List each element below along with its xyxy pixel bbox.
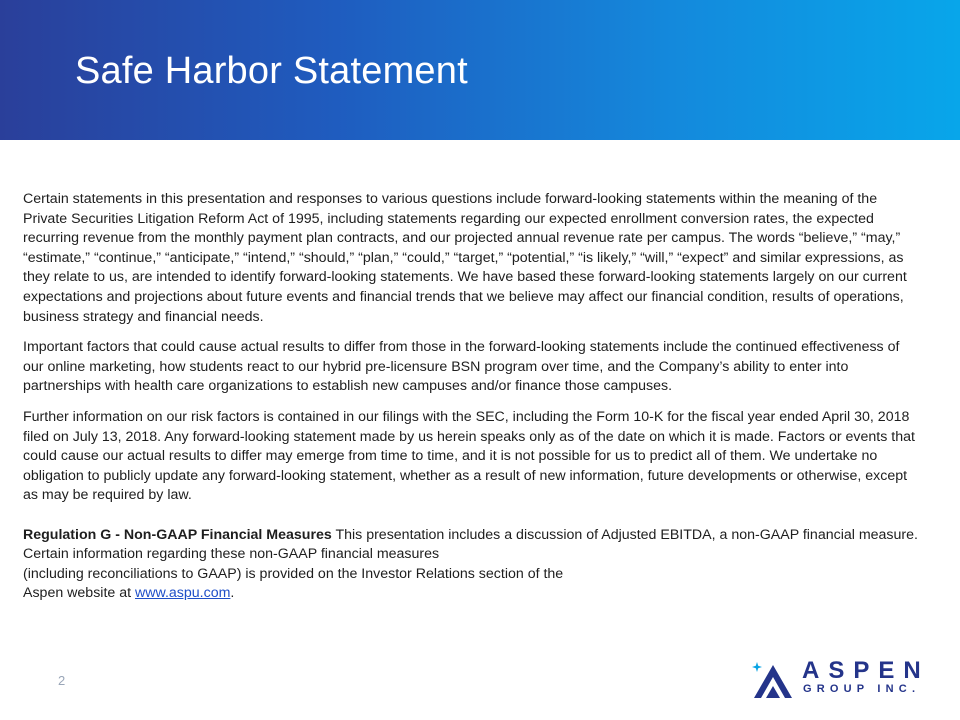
aspen-mountain-icon xyxy=(752,658,800,702)
spacer xyxy=(23,506,923,526)
regulation-heading: Regulation G - Non-GAAP Financial Measures xyxy=(23,526,332,543)
page-title: Safe Harbor Statement xyxy=(75,50,468,92)
aspen-group-logo xyxy=(752,657,930,702)
logo-wordmark: ASPEN xyxy=(802,657,930,684)
paragraph-important-factors: Important factors that could cause actual results to differ from those in the forward-looking statements include the continued effectiveness of our online marketing, how students react to our hybrid pre-licensure BSN program over time, and the Company’s ability to enter into partnerships with health care organizations to establish new campuses and/or finance those campuses. xyxy=(23,339,900,395)
aspu-website-link[interactable]: www.aspu.com xyxy=(135,585,231,602)
regulation-text-4: . xyxy=(230,585,235,602)
regulation-text-1: This presentation includes a discussion of Adjusted EBITDA, a non-GAAP financial measure. Certain information regarding these non-GAAP financial measures xyxy=(23,526,918,563)
title-banner xyxy=(0,0,960,140)
regulation-text-2: (including reconciliations to GAAP) is provided on the Investor Relations section of the xyxy=(23,565,564,582)
regulation-text-3: Aspen website at xyxy=(23,585,132,602)
paragraph-forward-looking: Certain statements in this presentation and responses to various questions include forward-looking statements within the meaning of the Private Securities Litigation Reform Act of 1995, including statements regarding our expected enrollment conversion rates, the expected recurring revenue from the monthly payment plan contracts, and our projected annual revenue rate per campus. The words “believe,” “may,” “estimate,” “continue,” “anticipate,” “intend,” “should,” “plan,” “could,” “target,” “potential,” “is likely,” “will,” “expect” and similar expressions, as they relate to us, are intended to identify forward-looking statements. We have based these forward-looking statements largely on our current expectations and projections about future events and financial trends that we believe may affect our financial condition, results of operations, business strategy and financial needs. xyxy=(23,191,907,325)
safe-harbor-body xyxy=(23,190,923,615)
paragraph-risk-factors: Further information on our risk factors is contained in our filings with the SEC, including the Form 10-K for the fiscal year ended April 30, 2018 filed on July 13, 2018. Any forward-looking statement made by us herein speaks only as of the date on which it is made. Factors or events that could cause our actual results to differ may emerge from time to time, and it is not possible for us to predict all of them. We undertake no obligation to publicly update any forward-looking statement, whether as a result of new information, future developments or otherwise, except as may be required by law. xyxy=(23,408,915,504)
page-number: 2 xyxy=(58,673,66,688)
logo-subtitle: GROUP INC. xyxy=(803,683,921,695)
paragraph-regulation-g xyxy=(23,526,923,604)
